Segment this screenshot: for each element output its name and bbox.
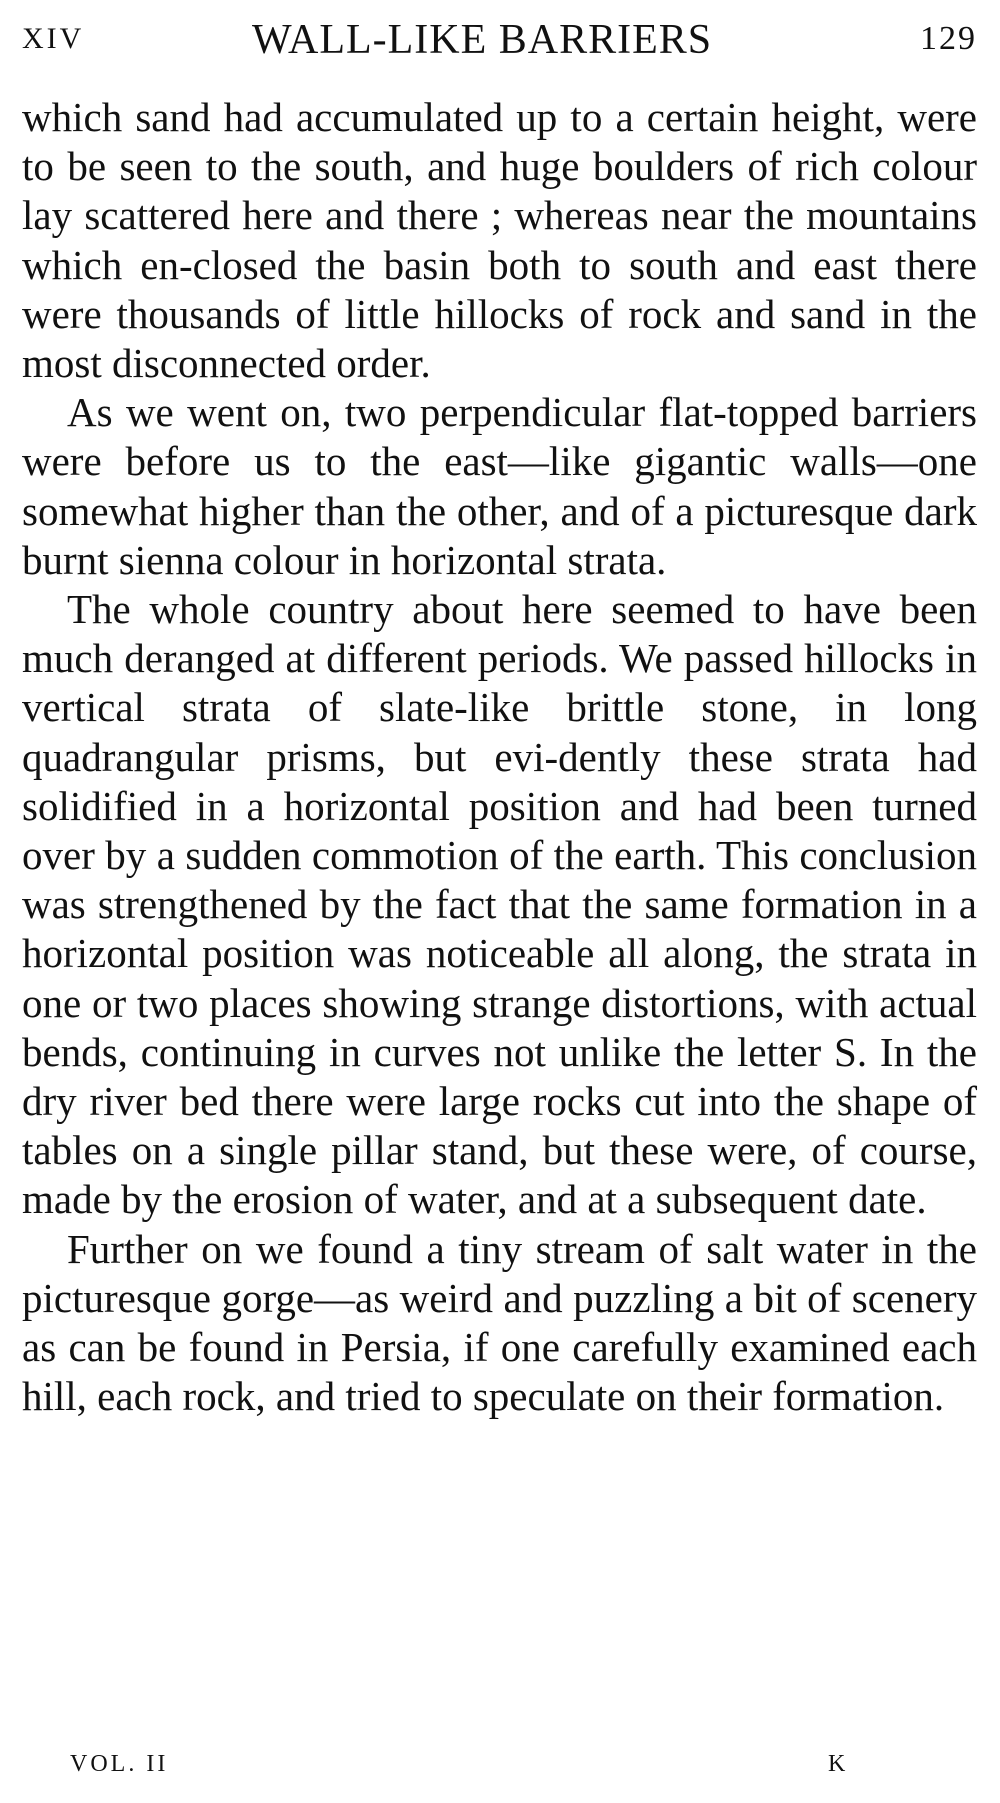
paragraph-barriers: As we went on, two perpendicular flat-topped barriers were before us to the east—like gigantic walls—one somewhat higher than the other, and of a picturesque dark burnt sienna colour in horizontal strata. [22, 389, 977, 583]
running-header [22, 12, 977, 72]
page-number: 129 [920, 20, 977, 57]
chapter-number: XIV [22, 22, 85, 55]
page-footer [70, 1751, 870, 1791]
body-text [22, 93, 977, 1421]
paragraph-continuation: which sand had accumulated up to a certain height, were to be seen to the south, and huge boulders of rich colour lay scattered here and there ; whereas near the mountains which en-closed the basin both to south and east there were thousands of little hillocks of rock and sand in the most disconnected order. [22, 94, 977, 387]
running-title: WALL-LIKE BARRIERS [252, 17, 713, 63]
paragraph-strata: The whole country about here seemed to have been much deranged at different periods. We passed hillocks in vertical strata of slate-like brittle stone, in long quadrangular prisms, but evi-dently these strata had solidified in a horizontal position and had been turned over by a sudden commotion of the earth. This conclusion was strengthened by the fact that the same formation in a horizontal position was noticeable all along, the strata in one or two places showing strange distortions, with actual bends, continuing in curves not unlike the letter S. In the dry river bed there were large rocks cut into the shape of tables on a single pillar stand, but these were, of course, made by the erosion of water, and at a subsequent date. [22, 586, 977, 1223]
paragraph-salt-stream: Further on we found a tiny stream of salt water in the picturesque gorge—as weird and puzzling a bit of scenery as can be found in Persia, if one carefully examined each hill, each rock, and tried to speculate on their formation. [22, 1225, 977, 1420]
volume-label: VOL. II [70, 1751, 169, 1777]
signature-mark: K [828, 1751, 846, 1777]
